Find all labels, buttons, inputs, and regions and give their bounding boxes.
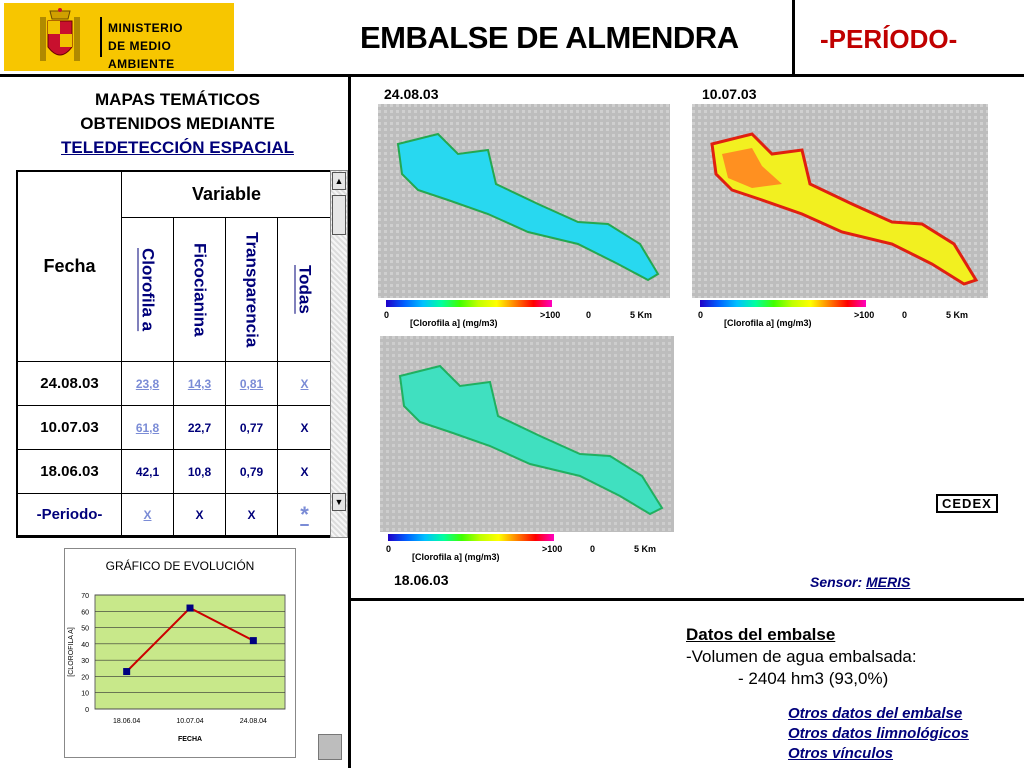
y-axis-label: [CLOROFILA A]: [68, 627, 75, 677]
ministry-logo: [4, 3, 234, 71]
row1-clorofila[interactable]: 23,8: [122, 362, 174, 406]
volume-value: - 2404 hm3 (93,0%): [738, 669, 889, 688]
reservoir-map-image: [380, 336, 674, 532]
cedex-logo: CEDEX: [936, 494, 998, 513]
scroll-up-icon[interactable]: ▲: [332, 172, 346, 190]
map1-legend: [376, 298, 676, 328]
header-divider: [792, 0, 795, 76]
transparencia-link[interactable]: Transparencia: [242, 231, 262, 348]
variable-table: [16, 170, 332, 538]
color-scale-bar: [388, 534, 554, 541]
reservoir-data: [686, 624, 917, 690]
evolution-chart: [64, 548, 296, 758]
map2-date: 10.07.03: [702, 86, 757, 102]
reservoir-map-image: [692, 104, 988, 298]
map-10-07-03[interactable]: [692, 104, 988, 298]
plot-area: [95, 595, 285, 709]
y-tick-label: 20: [81, 674, 89, 682]
scale-km: 5 Km: [630, 310, 653, 320]
color-scale-bar: [386, 300, 552, 307]
legend-min: 0: [384, 310, 390, 320]
row2-transparencia[interactable]: 0,77: [226, 406, 278, 450]
volume-label: -Volumen de agua embalsada:: [686, 647, 917, 666]
data-rule: [348, 598, 1024, 601]
reservoir-heading: Datos del embalse: [686, 625, 836, 644]
ministry-line-1: MINISTERIO: [108, 21, 184, 35]
x-tick-label: 24.08.04: [239, 718, 267, 725]
map2-legend: [690, 298, 990, 328]
sensor-label: Sensor:: [810, 574, 867, 590]
col-todas[interactable]: [278, 218, 332, 362]
todas-link[interactable]: Todas: [295, 265, 315, 314]
coat-of-arms-icon: [36, 7, 84, 69]
row4-ficocianina[interactable]: X: [174, 494, 226, 536]
x-tick-label: 10.07.04: [176, 718, 204, 725]
ficocianina-link[interactable]: Ficocianina: [190, 242, 210, 337]
row4-date: -Periodo-: [18, 494, 122, 536]
legend-max: >100: [540, 310, 561, 320]
row3-transparencia[interactable]: 0,79: [226, 450, 278, 494]
x-axis-label: FECHA: [177, 736, 203, 743]
row1-ficocianina[interactable]: 14,3: [174, 362, 226, 406]
reservoir-map-image: [378, 104, 670, 298]
legend-min: 0: [698, 310, 704, 320]
row4-clorofila[interactable]: X: [122, 494, 174, 536]
data-point: [250, 637, 257, 644]
chart-plot: [65, 549, 297, 759]
map-18-06-03[interactable]: [380, 336, 674, 532]
teledeteccion-link[interactable]: TELEDETECCIÓN ESPACIAL: [61, 138, 294, 157]
header-rule: [0, 74, 1024, 77]
panel-divider: [348, 76, 351, 768]
link-otros-datos-embalse[interactable]: Otros datos del embalse: [788, 705, 963, 722]
logo-divider: [100, 17, 102, 57]
row3-ficocianina[interactable]: 10,8: [174, 450, 226, 494]
clorofila-link[interactable]: Clorofila a: [138, 247, 158, 332]
legend-min: 0: [386, 544, 392, 554]
maps-heading: [20, 88, 335, 160]
legend-label: [Clorofila a] (mg/m3): [410, 318, 498, 328]
heading-line-1: MAPAS TEMÁTICOS: [95, 90, 260, 109]
legend-max: >100: [542, 544, 563, 554]
y-tick-label: 70: [81, 593, 89, 600]
scale-zero: 0: [590, 544, 596, 554]
row1-transparencia[interactable]: 0,81: [226, 362, 278, 406]
row3-todas[interactable]: X: [278, 450, 332, 494]
scale-km: 5 Km: [946, 310, 969, 320]
map1-date: 24.08.03: [384, 86, 439, 102]
row4-transparencia[interactable]: X: [226, 494, 278, 536]
fecha-header: Fecha: [18, 172, 122, 362]
scale-zero: 0: [586, 310, 592, 320]
table-scrollbar[interactable]: [330, 170, 348, 538]
y-tick-label: 50: [81, 625, 89, 633]
variable-header: Variable: [122, 172, 332, 218]
row2-clorofila[interactable]: 61,8: [122, 406, 174, 450]
scroll-down-icon[interactable]: ▼: [332, 493, 346, 511]
row1-todas[interactable]: X: [278, 362, 332, 406]
data-point: [123, 668, 130, 675]
legend-label: [Clorofila a] (mg/m3): [724, 318, 812, 328]
legend-label: [Clorofila a] (mg/m3): [412, 552, 500, 562]
ministry-line-2: DE MEDIO AMBIENTE: [108, 39, 175, 71]
chart-title: GRÁFICO DE EVOLUCIÓN: [105, 559, 255, 573]
data-point: [187, 605, 194, 612]
link-otros-vinculos[interactable]: Otros vínculos: [788, 745, 894, 762]
row2-date: 10.07.03: [18, 406, 122, 450]
other-links: [788, 704, 969, 764]
scale-km: 5 Km: [634, 544, 657, 554]
row4-todas[interactable]: *: [278, 494, 332, 536]
sensor-info: [810, 574, 910, 590]
heading-line-2: OBTENIDOS MEDIANTE: [80, 114, 275, 133]
col-clorofila[interactable]: [122, 218, 174, 362]
y-tick-label: 40: [81, 641, 89, 649]
ministry-name: [108, 19, 234, 73]
y-tick-label: 30: [81, 658, 89, 666]
nav-square-button[interactable]: [318, 734, 342, 760]
page-title: EMBALSE DE ALMENDRA: [360, 20, 739, 55]
period-title: -PERÍODO-: [820, 24, 958, 54]
scale-zero: 0: [902, 310, 908, 320]
scroll-thumb[interactable]: [332, 195, 346, 235]
col-transparencia[interactable]: [226, 218, 278, 362]
y-tick-label: 60: [81, 609, 89, 617]
x-tick-label: 18.06.04: [113, 718, 141, 725]
row3-date: 18.06.03: [18, 450, 122, 494]
y-tick-label: 10: [81, 690, 89, 698]
map3-legend: [378, 532, 678, 562]
row2-ficocianina[interactable]: 22,7: [174, 406, 226, 450]
legend-max: >100: [854, 310, 875, 320]
map-24-08-03[interactable]: [378, 104, 670, 298]
color-scale-bar: [700, 300, 866, 307]
row1-date: 24.08.03: [18, 362, 122, 406]
row2-todas[interactable]: X: [278, 406, 332, 450]
sensor-link[interactable]: MERIS: [866, 574, 911, 590]
col-ficocianina[interactable]: [174, 218, 226, 362]
y-tick-label: 0: [85, 707, 89, 714]
link-otros-datos-limnologicos[interactable]: Otros datos limnológicos: [788, 725, 969, 742]
row3-clorofila[interactable]: 42,1: [122, 450, 174, 494]
map3-date: 18.06.03: [394, 572, 449, 588]
